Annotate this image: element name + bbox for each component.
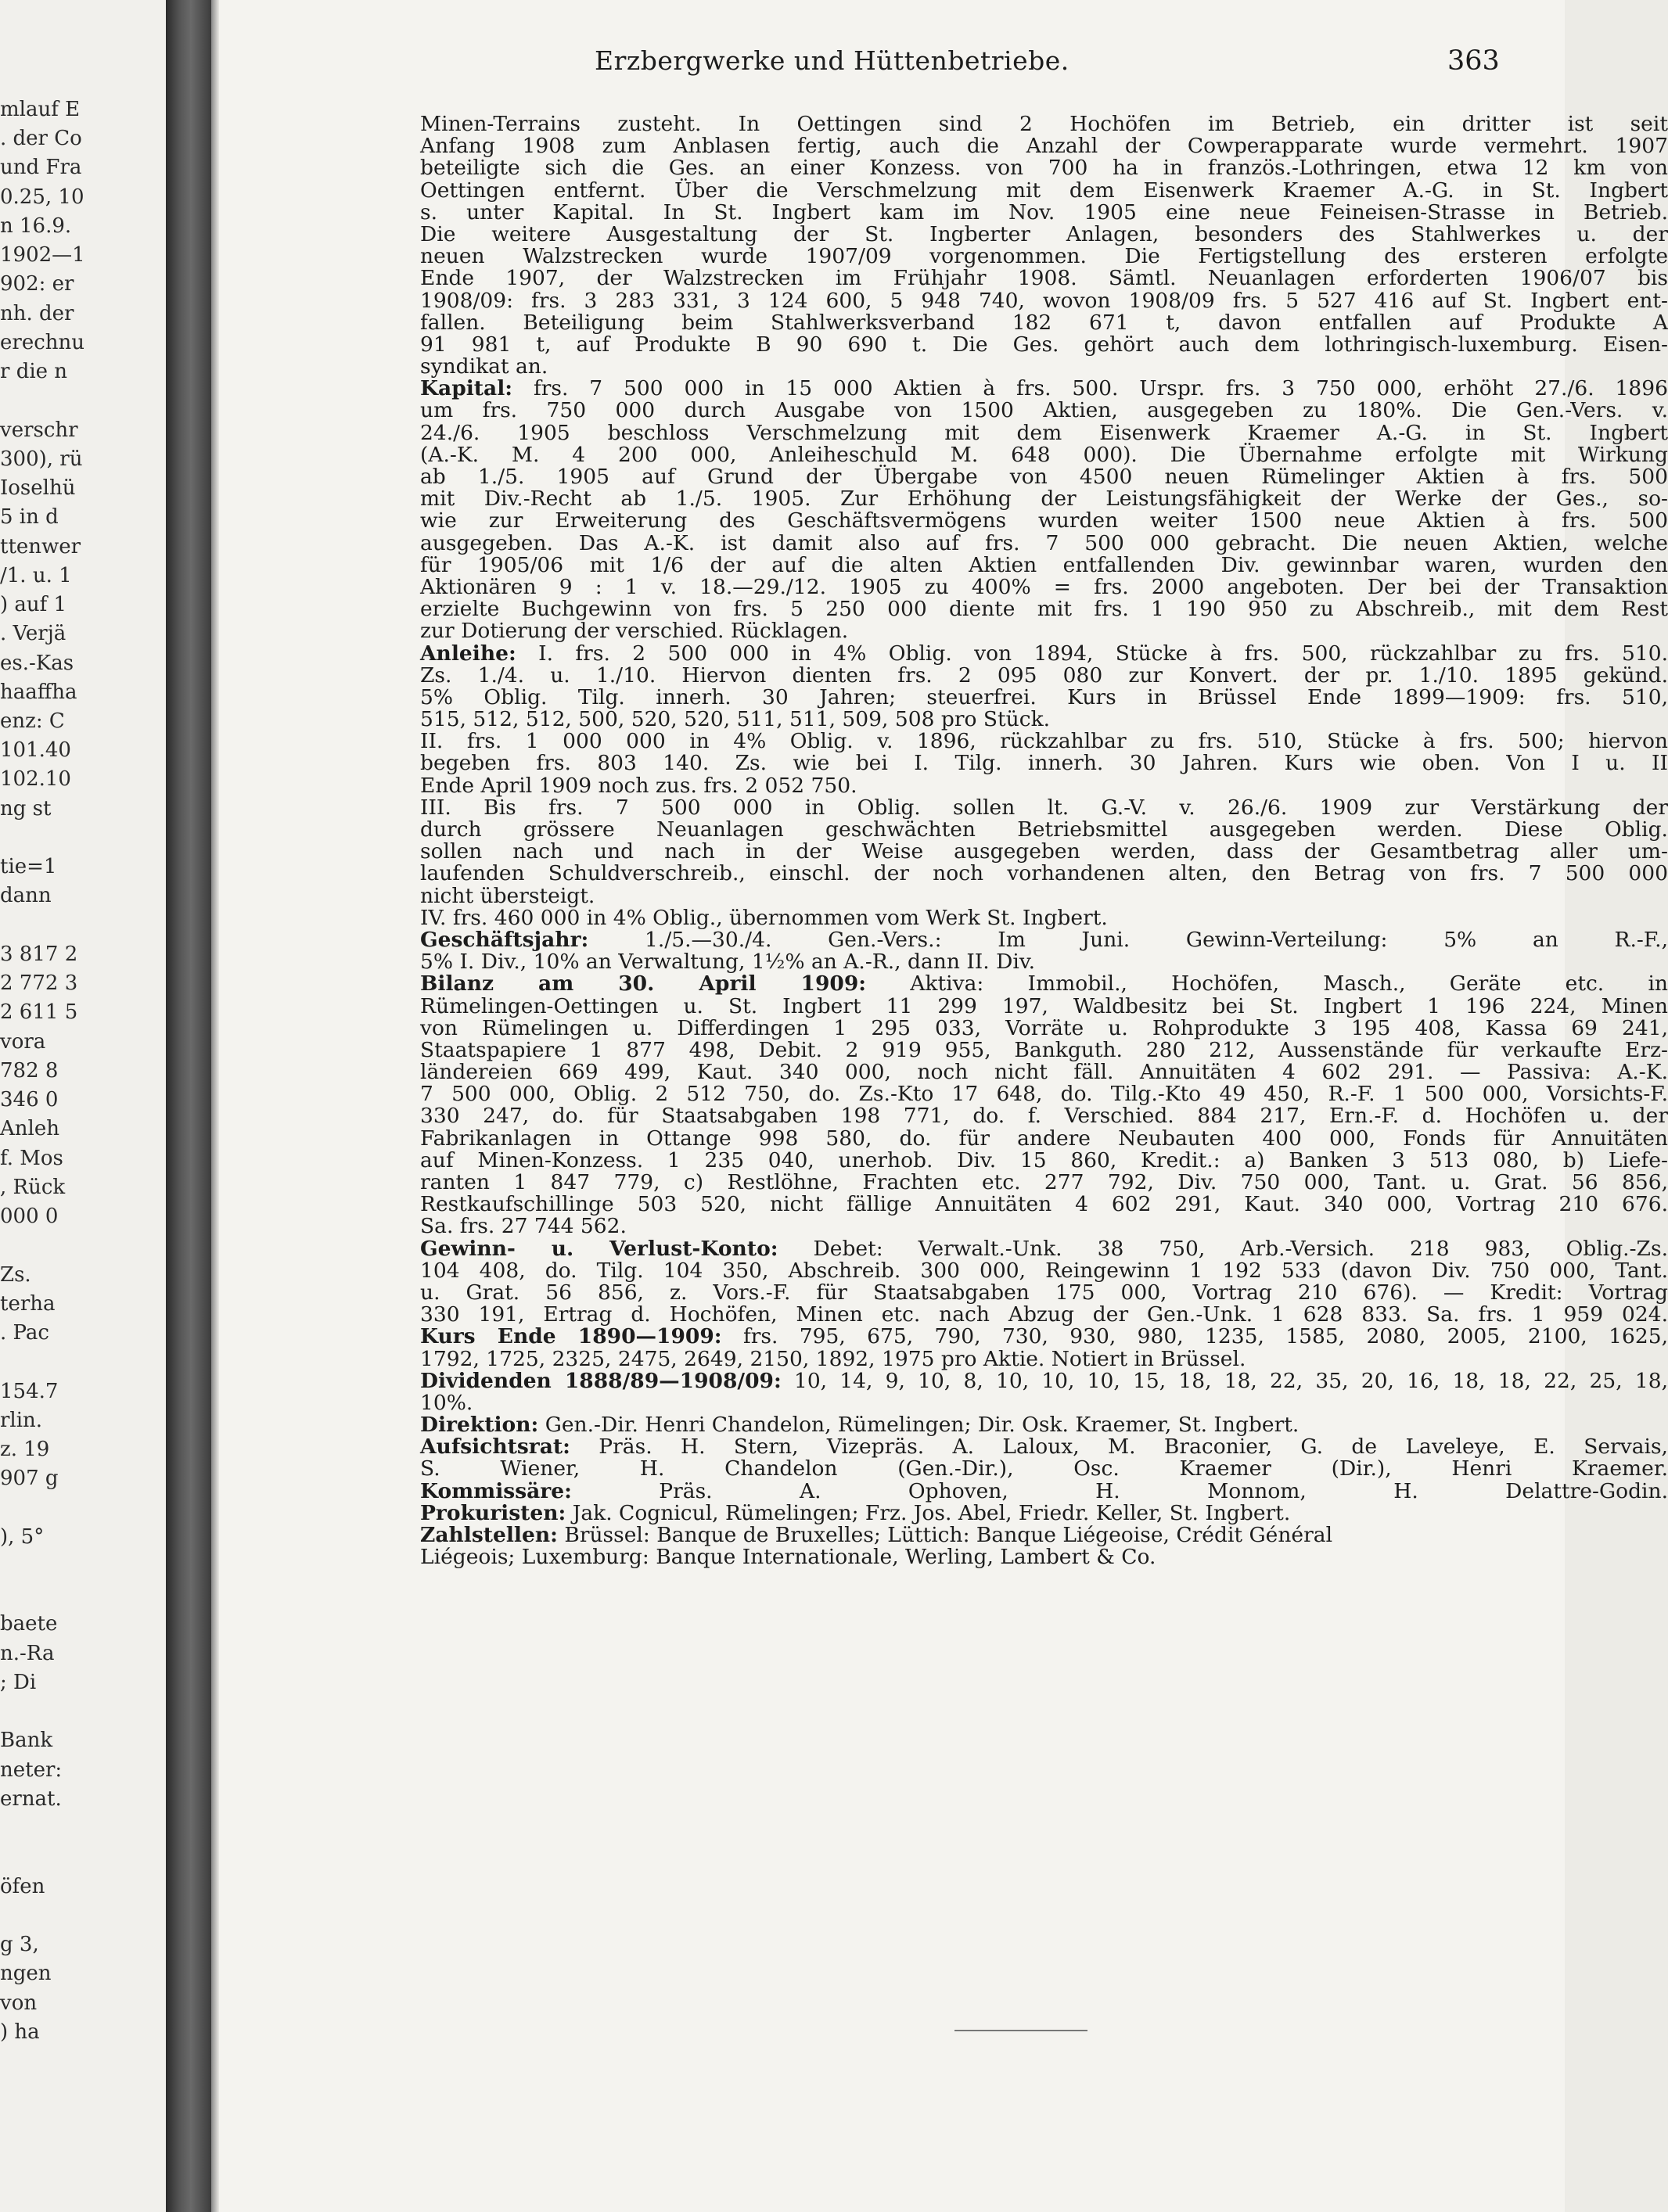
margin-fragment: erechnu — [0, 330, 84, 354]
margin-fragment: 000 0 — [0, 1205, 59, 1229]
previous-page-margin — [0, 0, 166, 2212]
margin-fragment: vora — [0, 1029, 46, 1054]
margin-fragment: . Verjä — [0, 622, 67, 646]
margin-fragment: mlauf E — [0, 98, 81, 121]
margin-fragment: g 3, — [0, 1933, 39, 1957]
text-line: auf Minen-Konzess. 1 235 040, unerhob. Div. 15 860, Kredit.: a) Banken 3 513 080, b) Liefe- — [420, 1147, 1668, 1172]
margin-fragment: ng st — [0, 796, 52, 821]
text-line: 5% Oblig. Tilg. innerh. 30 Jahren; steuerfrei. Kurs in Brüssel Ende 1899—1909: frs. 510, — [420, 684, 1668, 709]
text-line: Aufsichtsrat: Präs. H. Stern, Vizepräs. A. Laloux, M. Braconier, G. de Laveleye, E. Servais, — [420, 1435, 1668, 1460]
margin-fragment: 154.7 — [0, 1379, 59, 1403]
margin-fragment: ernat. — [0, 1786, 62, 1811]
margin-fragment: rlin. — [0, 1408, 43, 1432]
text-line: wie zur Erweiterung des Geschäftsvermögens wurden weiter 1500 neue Aktien à frs. 500 — [420, 508, 1668, 533]
text-line: ausgegeben. Das A.-K. ist damit also auf frs. 7 500 000 gebracht. Die neuen Aktien, welche — [420, 530, 1668, 555]
text-line: um frs. 750 000 durch Ausgabe von 1500 Aktien, ausgegeben zu 180%. Die Gen.-Vers. v. — [420, 398, 1668, 423]
margin-fragment: z. 19 — [0, 1437, 50, 1461]
text-line: 24./6. 1905 beschloss Verschmelzung mit dem Eisenwerk Kraemer A.-G. in St. Ingbert — [420, 420, 1668, 445]
text-line: ab 1./5. 1905 auf Grund der Übergabe von 4500 neuen Rümelinger Aktien à frs. 500 — [420, 465, 1668, 489]
text-line: III. Bis frs. 7 500 000 in Oblig. sollen lt. G.-V. v. 26./6. 1909 zur Verstärkung der — [420, 795, 1668, 820]
text-line: Geschäftsjahr: 1./5.—30./4. Gen.-Vers.: Im Juni. Gewinn-Verteilung: 5% an R.-F., — [420, 927, 1668, 952]
margin-fragment: . der Co — [0, 127, 82, 151]
text-line: Aktionären 9 : 1 v. 18.—29./12. 1905 zu 400% = frs. 2000 angeboten. Der bei der Transaktion — [420, 574, 1668, 599]
margin-fragment: Ioselhü — [0, 476, 76, 501]
text-line: Kapital: frs. 7 500 000 in 15 000 Aktien à frs. 500. Urspr. frs. 3 750 000, erhöht 27./6. 1896 — [420, 376, 1668, 401]
text-line: 1792, 1725, 2325, 2475, 2649, 2150, 1892, 1975 pro Aktie. Notiert in Brüssel. — [420, 1346, 1246, 1371]
text-line: Gewinn- u. Verlust-Konto: Debet: Verwalt.-Unk. 38 750, Arb.-Versich. 218 983, Oblig.-Zs. — [420, 1236, 1668, 1261]
text-line: zur Dotierung der verschied. Rücklagen. — [420, 619, 849, 644]
margin-fragment: 902: er — [0, 272, 74, 296]
text-line: 7 500 000, Oblig. 2 512 750, do. Zs.-Kto 17 648, do. Tilg.-Kto 49 450, R.-F. 1 500 000, Vorsichts-F. — [420, 1082, 1668, 1107]
margin-fragment: ttenwer — [0, 534, 81, 558]
text-line: von Rümelingen u. Differdingen 1 295 033, Vorräte u. Rohprodukte 3 195 408, Kassa 69 241, — [420, 1015, 1668, 1040]
text-line: IV. frs. 460 000 in 4% Oblig., übernommen vom Werk St. Ingbert. — [420, 905, 1108, 930]
text-line: syndikat an. — [420, 354, 548, 379]
margin-fragment: baete — [0, 1612, 58, 1636]
text-line: 515, 512, 512, 500, 520, 520, 511, 511, 509, 508 pro Stück. — [420, 707, 1051, 732]
text-line: II. frs. 1 000 000 in 4% Oblig. v. 1896, rückzahlbar zu frs. 510, Stücke à frs. 500; hiervon — [420, 729, 1668, 754]
margin-fragment: r die n — [0, 360, 68, 384]
margin-fragment: 102.10 — [0, 767, 71, 792]
margin-fragment: n.-Ra — [0, 1641, 55, 1665]
margin-fragment: terha — [0, 1291, 56, 1316]
text-line: Kurs Ende 1890—1909: frs. 795, 675, 790, 730, 930, 980, 1235, 1585, 2080, 2005, 2100, 1625, — [420, 1324, 1668, 1349]
text-line: 1908/09: frs. 3 283 331, 3 124 600, 5 948 740, wovon 1908/09 frs. 5 527 416 auf St. Ingbert ent- — [420, 288, 1668, 313]
margin-fragment: 907 g — [0, 1467, 59, 1491]
text-line: 5% I. Div., 10% an Verwaltung, 1½% an A.-R., dann II. Div. — [420, 950, 1036, 975]
margin-fragment: ) ha — [0, 2020, 40, 2044]
margin-fragment: 2 611 5 — [0, 1000, 78, 1025]
text-line: erzielte Buchgewinn von frs. 5 250 000 diente mit frs. 1 190 950 zu Abschreib., mit dem Rest — [420, 597, 1668, 622]
margin-fragment: Zs. — [0, 1262, 31, 1287]
text-line: Kommissäre: Präs. A. Ophoven, H. Monnom, H. Delattre-Godin. — [420, 1478, 1668, 1503]
margin-fragment: 0.25, 10 — [0, 185, 84, 209]
text-line: Staatspapiere 1 877 498, Debit. 2 919 955, Bankguth. 280 212, Aussenstände für verkaufte Erz- — [420, 1037, 1668, 1062]
margin-fragment: von — [0, 1991, 38, 2015]
margin-fragment: /1. u. 1 — [0, 563, 72, 587]
text-line: ländereien 669 499, Kaut. 340 000, noch nicht fäll. Annuitäten 4 602 291. — Passiva: A.-K. — [420, 1060, 1668, 1085]
text-line: für 1905/06 mit 1/6 der auf die alten Aktien entfallenden Div. gewinnbar waren, wurden den — [420, 552, 1668, 577]
text-line: 91 981 t, auf Produkte B 90 690 t. Die Ges. gehört auch dem lothringisch-luxemburg. Eisen- — [420, 332, 1668, 357]
margin-fragment: 2 772 3 — [0, 971, 78, 996]
text-line: begeben frs. 803 140. Zs. wie bei I. Tilg. innerh. 30 Jahren. Kurs wie oben. Von I u. II — [420, 751, 1668, 776]
margin-fragment: enz: C — [0, 709, 65, 733]
text-line: neuen Walzstrecken wurde 1907/09 vorgenommen. Die Fertigstellung des ersteren erfolgte — [420, 244, 1668, 269]
page-number: 363 — [1447, 45, 1500, 77]
text-line: 10%. — [420, 1390, 473, 1415]
margin-fragment: Anleh — [0, 1117, 59, 1141]
margin-fragment: und Fra — [0, 156, 82, 180]
text-line: u. Grat. 56 856, z. Vors.-F. für Staatsabgaben 175 000, Vortrag 210 676). — Kredit: Vortrag — [420, 1280, 1668, 1305]
text-line: s. unter Kapital. In St. Ingbert kam im Nov. 1905 eine neue Feineisen-Strasse in Betrieb. — [420, 199, 1668, 224]
margin-fragment: ) auf 1 — [0, 593, 67, 617]
text-line: beteiligte sich die Ges. an einer Konzess. von 700 ha in französ.-Lothringen, etwa 12 km von — [420, 156, 1668, 181]
book-spine — [166, 0, 211, 2212]
text-line: sollen nach und nach in der Weise ausgegeben werden, dass der Gesamtbetrag aller um- — [420, 839, 1668, 864]
margin-fragment: tie=1 — [0, 855, 57, 879]
text-line: Zahlstellen: Brüssel: Banque de Bruxelles; Lüttich: Banque Liégeoise, Crédit Général — [420, 1523, 1333, 1547]
margin-fragment: f. Mos — [0, 1146, 63, 1170]
margin-fragment: öfen — [0, 1874, 45, 1898]
text-line: 104 408, do. Tilg. 104 350, Abschreib. 300 000, Reingewinn 1 192 533 (davon Div. 750 000, Tant. — [420, 1258, 1668, 1283]
margin-fragment: haaffha — [0, 680, 77, 704]
text-line: Bilanz am 30. April 1909: Aktiva: Immobil., Hochöfen, Masch., Geräte etc. in — [420, 971, 1668, 996]
margin-fragment: nh. der — [0, 301, 74, 325]
text-line: Die weitere Ausgestaltung der St. Ingberter Anlagen, besonders des Stahlwerkes u. der — [420, 221, 1668, 246]
text-line: Restkaufschillinge 503 520, nicht fällige Annuitäten 4 602 291, Kaut. 340 000, Vortrag 210 676. — [420, 1192, 1668, 1217]
text-line: Ende 1907, der Walzstrecken im Frühjahr 1908. Sämtl. Neuanlagen erforderten 1906/07 bis — [420, 266, 1668, 291]
text-line: Fabrikanlagen in Ottange 998 580, do. für andere Neubauten 400 000, Fonds für Annuitäten — [420, 1126, 1668, 1151]
margin-fragment: neter: — [0, 1758, 63, 1782]
margin-fragment: 101.40 — [0, 738, 71, 763]
text-line: Dividenden 1888/89—1908/09: 10, 14, 9, 10, 8, 10, 10, 10, 15, 18, 18, 22, 35, 20, 16, 18, 18, 22, 25, 18, — [420, 1368, 1668, 1393]
text-line: fallen. Beteiligung beim Stahlwerksverband 182 671 t, davon entfallen auf Produkte A — [420, 310, 1668, 335]
margin-fragment: verschr — [0, 418, 78, 442]
spine-edge — [211, 0, 219, 2212]
text-line: Ende April 1909 noch zus. frs. 2 052 750. — [420, 773, 857, 798]
margin-fragment: ; Di — [0, 1670, 37, 1694]
margin-fragment: ngen — [0, 1962, 52, 1986]
text-line: ranten 1 847 779, c) Restlöhne, Frachten etc. 277 792, Div. 750 000, Tant. u. Grat. 56 856, — [420, 1170, 1668, 1194]
text-line: S. Wiener, H. Chandelon (Gen.-Dir.), Osc. Kraemer (Dir.), Henri Kraemer. — [420, 1456, 1668, 1481]
document-page — [219, 0, 1668, 2212]
margin-fragment: 3 817 2 — [0, 942, 78, 966]
text-line: Rümelingen-Oettingen u. St. Ingbert 11 299 197, Waldbesitz bei St. Ingbert 1 196 224, Minen — [420, 993, 1668, 1018]
text-line: Liégeois; Luxemburg: Banque Internationale, Werling, Lambert & Co. — [420, 1545, 1156, 1570]
text-line: (A.-K. M. 4 200 000, Anleiheschuld M. 648 000). Die Übernahme erfolgte mit Wirkung — [420, 442, 1668, 467]
text-line: laufenden Schuldverschreib., einschl. der noch vorhandenen alten, den Betrag von frs. 7 500 000 — [420, 861, 1668, 886]
margin-fragment: dann — [0, 884, 52, 908]
margin-fragment: 1902—1 — [0, 243, 85, 268]
margin-fragment: n 16.9. — [0, 214, 72, 238]
text-line: Sa. frs. 27 744 562. — [420, 1214, 627, 1239]
body-text — [420, 113, 1668, 1568]
text-line: nicht übersteigt. — [420, 883, 595, 908]
text-line: 330 247, do. für Staatsabgaben 198 771, do. f. Verschied. 884 217, Ern.-F. d. Hochöfen u. der — [420, 1104, 1668, 1129]
end-rule — [954, 2030, 1087, 2031]
text-line: Direktion: Gen.-Dir. Henri Chandelon, Rümelingen; Dir. Osk. Kraemer, St. Ingbert. — [420, 1413, 1300, 1438]
margin-fragment: , Rück — [0, 1175, 66, 1199]
text-line: durch grössere Neuanlagen geschwächten Betriebsmittel ausgegeben werden. Diese Oblig. — [420, 817, 1668, 842]
margin-fragment: 5 in d — [0, 505, 59, 530]
margin-fragment: 782 8 — [0, 1058, 59, 1083]
running-title: Erzbergwerke und Hüttenbetriebe. — [595, 45, 1069, 76]
text-line: 330 191, Ertrag d. Hochöfen, Minen etc. nach Abzug der Gen.-Unk. 1 628 833. Sa. frs. 1 959 024. — [420, 1302, 1668, 1327]
margin-fragment: es.-Kas — [0, 651, 74, 675]
margin-fragment: . Pac — [0, 1321, 49, 1345]
text-line: mit Div.-Recht ab 1./5. 1905. Zur Erhöhung der Leistungsfähigkeit der Werke der Ges., so- — [420, 487, 1668, 512]
text-line: Oettingen entfernt. Über die Verschmelzung mit dem Eisenwerk Kraemer A.-G. in St. Ingbert — [420, 178, 1668, 203]
margin-fragment: 300), rü — [0, 447, 83, 471]
text-line: Minen-Terrains zusteht. In Oettingen sind 2 Hochöfen im Betrieb, ein dritter ist seit — [420, 112, 1668, 136]
margin-fragment: ), 5° — [0, 1524, 45, 1549]
text-line: Anleihe: I. frs. 2 500 000 in 4% Oblig. von 1894, Stücke à frs. 500, rückzahlbar zu frs. 510. — [420, 641, 1668, 666]
text-line: Zs. 1./4. u. 1./10. Hiervon dienten frs. 2 095 080 zur Konvert. der pr. 1./10. 1895 gekünd. — [420, 663, 1668, 688]
text-line: Prokuristen: Jak. Cognicul, Rümelingen; Frz. Jos. Abel, Friedr. Keller, St. Ingbert. — [420, 1500, 1291, 1525]
text-line: Anfang 1908 zum Anblasen fertig, auch die Anzahl der Cowperapparate wurde vermehrt. 1907 — [420, 134, 1668, 159]
margin-fragment: Bank — [0, 1729, 53, 1753]
margin-fragment: 346 0 — [0, 1088, 59, 1112]
